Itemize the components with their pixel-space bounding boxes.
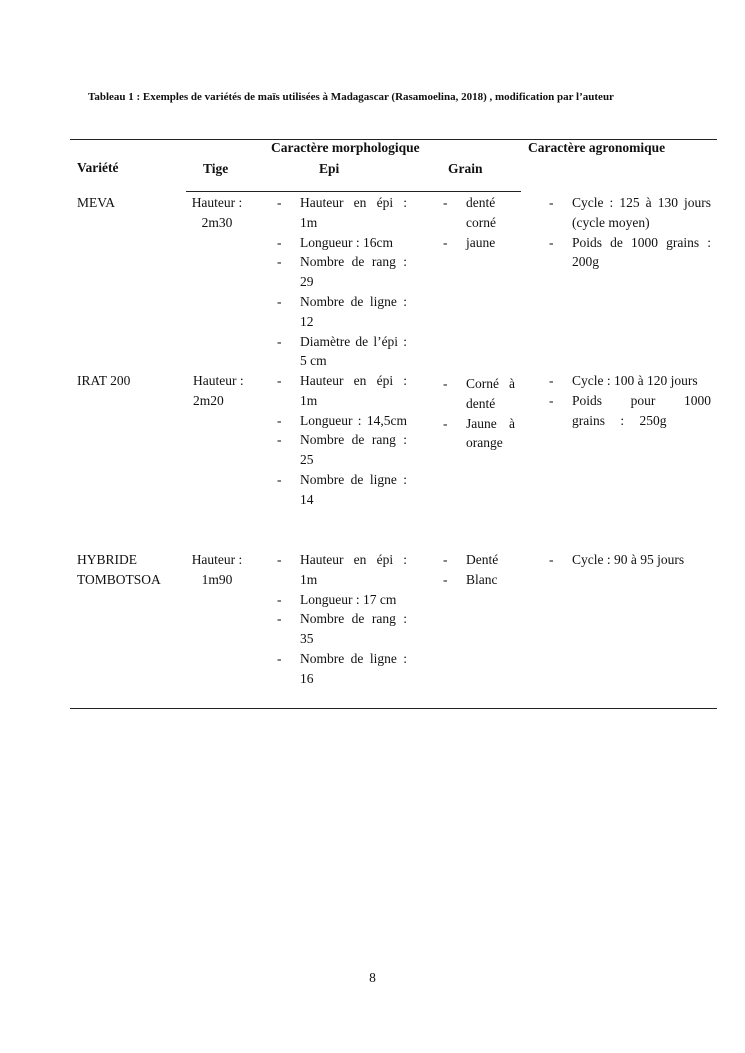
row-tombotsoa-variete: HYBRIDE TOMBOTSOA bbox=[77, 552, 161, 587]
header-tige: Tige bbox=[203, 161, 229, 176]
header-agronomique: Caractère agronomique bbox=[528, 140, 666, 155]
row-meva-agro-item: - Cycle : 125 à 130 jours (cycle moyen) bbox=[549, 193, 711, 233]
row-meva-epi-list bbox=[277, 193, 407, 371]
row-tombotsoa-epi-item: - Longueur : 17 cm bbox=[277, 590, 407, 610]
row-irat-epi-item: - Hauteur en épi : 1m bbox=[277, 371, 407, 411]
header-epi: Epi bbox=[319, 161, 340, 176]
row-irat-grain-item: - Jaune à orange bbox=[443, 414, 515, 454]
row-tombotsoa-agro-list bbox=[549, 550, 711, 570]
row-tombotsoa-grain-item: - Blanc bbox=[443, 570, 515, 590]
row-irat-epi-list bbox=[277, 371, 407, 510]
row-meva-grain-item: - denté corné bbox=[443, 193, 515, 233]
row-irat-epi-item: - Nombre de rang : 25 bbox=[277, 430, 407, 470]
table-caption: Tableau 1 : Exemples de variétés de maïs utilisées à Madagascar (Rasamoelina, 2018) , modification par l’auteur bbox=[88, 91, 614, 103]
table-bottom-rule bbox=[70, 708, 717, 709]
row-irat-epi-item: - Longueur : 14,5cm bbox=[277, 411, 407, 431]
row-irat-grain-item: - Corné à denté bbox=[443, 374, 515, 414]
row-tombotsoa-agro-item: - Cycle : 90 à 95 jours bbox=[549, 550, 711, 570]
row-tombotsoa-epi-list bbox=[277, 550, 407, 689]
row-meva-tige: Hauteur : 2m30 bbox=[191, 195, 243, 230]
row-meva-epi-item: - Hauteur en épi : 1m bbox=[277, 193, 407, 233]
row-meva-agro-list bbox=[549, 193, 711, 272]
row-irat-agro-list bbox=[549, 371, 711, 430]
header-variete: Variété bbox=[77, 160, 119, 175]
row-tombotsoa-epi-item: - Hauteur en épi : 1m bbox=[277, 550, 407, 590]
row-meva-variete: MEVA bbox=[77, 195, 116, 210]
row-meva-grain-list bbox=[443, 193, 515, 252]
row-irat-variete: IRAT 200 bbox=[77, 373, 131, 388]
row-meva-grain-item: - jaune bbox=[443, 233, 515, 253]
header-sub-rule bbox=[186, 191, 521, 192]
row-irat-tige: Hauteur : 2m20 bbox=[193, 373, 244, 408]
row-meva-epi-item: - Diamètre de l’épi : 5 cm bbox=[277, 332, 407, 372]
row-tombotsoa-epi-item: - Nombre de ligne : 16 bbox=[277, 649, 407, 689]
page-number: 8 bbox=[369, 970, 376, 985]
row-irat-agro-item: - Poids pour 1000 grains : 250g bbox=[549, 391, 711, 431]
row-meva-epi-item: - Nombre de rang : 29 bbox=[277, 252, 407, 292]
row-tombotsoa-epi-item: - Nombre de rang : 35 bbox=[277, 609, 407, 649]
row-tombotsoa-grain-list bbox=[443, 550, 515, 590]
row-irat-grain-list bbox=[443, 374, 515, 453]
row-tombotsoa-grain-item: - Denté bbox=[443, 550, 515, 570]
row-meva-agro-item: - Poids de 1000 grains : 200g bbox=[549, 233, 711, 273]
row-irat-agro-item: - Cycle : 100 à 120 jours bbox=[549, 371, 711, 391]
row-tombotsoa-tige: Hauteur : 1m90 bbox=[191, 552, 243, 587]
header-morphologique: Caractère morphologique bbox=[271, 140, 420, 155]
header-grain: Grain bbox=[448, 161, 483, 176]
row-meva-epi-item: - Nombre de ligne : 12 bbox=[277, 292, 407, 332]
row-meva-epi-item: - Longueur : 16cm bbox=[277, 233, 407, 253]
row-irat-epi-item: - Nombre de ligne : 14 bbox=[277, 470, 407, 510]
